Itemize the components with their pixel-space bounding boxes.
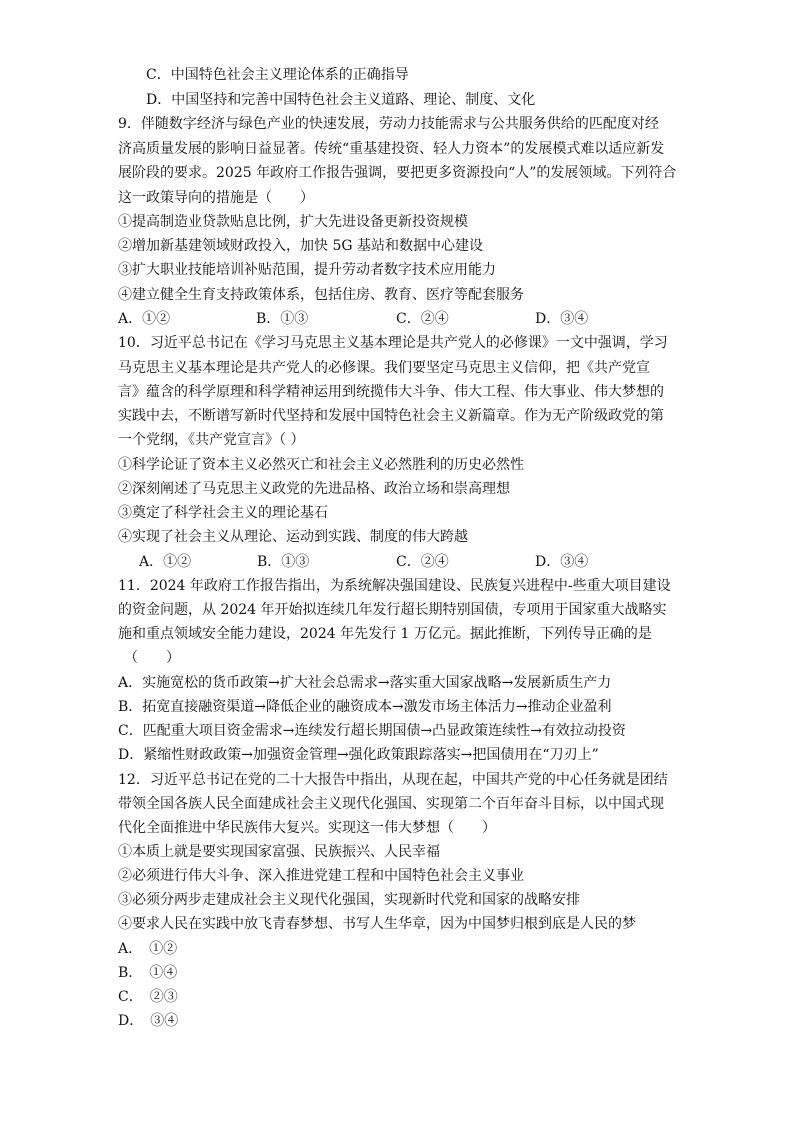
q11-option-d: D．紧缩性财政政策→加强资金管理→强化政策跟踪落实→把国债用在“刀刃上”: [118, 747, 599, 763]
q9-option-a: A．①②: [118, 311, 171, 327]
q12-option-d: D． ③④: [118, 1013, 179, 1029]
q12-item: ①本质上就是要实现国家富强、民族振兴、人民幸福: [118, 844, 440, 860]
q10-item: ③奠定了科学社会主义的理论基石: [118, 505, 328, 521]
q11-stem-line: 施和重点领域安全能力建设，2024 年先发行 1 万亿元。据此推断，下列传导正确的是: [118, 626, 652, 642]
q10-option-a: A．①②: [139, 554, 192, 570]
q9-item: ①提高制造业贷款贴息比例，扩大先进设备更新投资规模: [118, 214, 468, 230]
q11-stem-line: 的资金问题，从 2024 年开始拟连续几年发行超长期特别国债，专项用于国家重大战略实: [118, 602, 667, 618]
q12-option-b: B． ①④: [118, 965, 178, 981]
q11-stem-line: 11．2024 年政府工作报告指出，为系统解决强国建设、民族复兴进程中-些重大项目建设: [118, 578, 671, 594]
q10-item: ②深刻阐述了马克思主义政党的先进品格、政治立场和崇高理想: [118, 481, 510, 497]
q10-stem-line: 一个党纲，《共产党宣言》（ ）: [118, 432, 305, 448]
q10-option-b: B．①③: [257, 554, 310, 570]
q9-item: ②增加新基建领域财政投入，加快 5G 基站和数据中心建设: [118, 238, 483, 254]
q10-option-c: C．②④: [396, 554, 449, 570]
q9-stem-line: 9．伴随数字经济与绿色产业的快速发展，劳动力技能需求与公共服务供给的匹配度对经: [118, 116, 659, 132]
q12-item: ③必须分两步走建成社会主义现代化强国，实现新时代党和国家的战略安排: [118, 892, 580, 908]
q12-stem-line: 带领全国各族人民全面建成社会主义现代化强国、实现第二个百年奋斗目标，以中国式现: [118, 796, 664, 812]
q12-stem-line: 代化全面推进中华民族伟大复兴。实现这一伟大梦想（ ）: [118, 820, 496, 836]
q9-stem-line: 济高质量发展的影响日益显著。传统“重基建投资、轻人力资本”的发展模式难以适应新发: [118, 141, 665, 157]
q12-item: ④要求人民在实践中放飞青春梦想、书写人生华章，因为中国梦归根到底是人民的梦: [118, 916, 636, 932]
q11-stem-line: （ ）: [124, 650, 180, 666]
q10-stem-line: 马克思主义基本理论是共产党人的必修课。我们要坚定马克思主义信仰，把《共产党宣: [118, 360, 650, 376]
q12-item: ②必须进行伟大斗争、深入推进党建工程和中国特色社会主义事业: [118, 868, 524, 884]
q10-option-d: D．③④: [535, 554, 589, 570]
q10-item: ④实现了社会主义从理论、运动到实践、制度的伟大跨越: [118, 529, 468, 545]
q10-stem-line: 10．习近平总书记在《学习马克思主义基本理论是共产党人的必修课》一文中强调，学习: [118, 335, 668, 351]
q12-option-c: C． ②③: [118, 989, 178, 1005]
q12-option-a: A． ①②: [118, 941, 178, 957]
q9-stem-line: 这一政策导向的措施是（ ）: [118, 190, 314, 206]
q9-option-b: B．①③: [256, 311, 309, 327]
q9-option-c: C．②④: [396, 311, 449, 327]
q12-stem-line: 12．习近平总书记在党的二十大报告中指出，从现在起，中国共产党的中心任务就是团结: [118, 772, 668, 788]
q9-stem-line: 展阶段的要求。2025 年政府工作报告强调，要把更多资源投向“人”的发展领域。下列符合: [118, 165, 677, 181]
q11-option-c: C．匹配重大项目资金需求→连续发行超长期国债→凸显政策连续性→有效拉动投资: [118, 723, 626, 739]
q10-stem-line: 言》蕴含的科学原理和科学精神运用到统揽伟大斗争、伟大工程、伟大事业、伟大梦想的: [118, 384, 664, 400]
q11-option-a: A．实施宽松的货币政策→扩大社会总需求→落实重大国家战略→发展新质生产力: [118, 675, 612, 691]
q9-option-d: D．③④: [535, 311, 589, 327]
q10-stem-line: 实践中去，不断谱写新时代坚持和发展中国特色社会主义新篇章。作为无产阶级政党的第: [118, 408, 664, 424]
q11-option-b: B．拓宽直接融资渠道→降低企业的融资成本→激发市场主体活力→推动企业盈利: [118, 699, 612, 715]
q10-item: ①科学论证了资本主义必然灭亡和社会主义必然胜利的历史必然性: [118, 457, 524, 473]
q8-option-d: D．中国坚持和完善中国特色社会主义道路、理论、制度、文化: [146, 92, 536, 108]
q9-item: ③扩大职业技能培训补贴范围，提升劳动者数字技术应用能力: [118, 262, 496, 278]
q9-item: ④建立健全生育支持政策体系，包括住房、教育、医疗等配套服务: [118, 287, 524, 303]
q8-option-c: C．中国特色社会主义理论体系的正确指导: [146, 67, 409, 83]
